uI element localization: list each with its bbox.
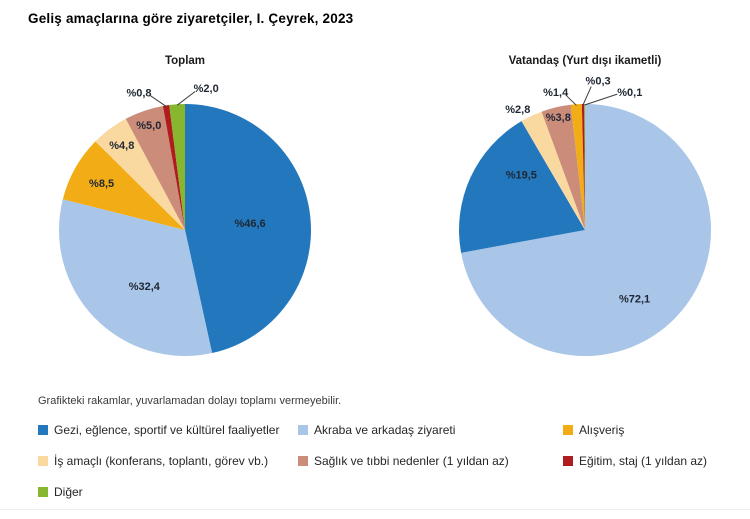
pie-slice-label-egitim: %0,3 — [585, 75, 611, 88]
legend-item-akraba — [298, 422, 563, 437]
legend-item-egitim — [563, 453, 750, 468]
legend-item-alisveris — [563, 422, 750, 437]
legend-label-alisveris: Alışveriş — [579, 422, 625, 437]
legend-label-diger: Diğer — [54, 484, 83, 499]
pie-slice-label-egitim: %0,8 — [126, 87, 152, 100]
page-title: Geliş amaçlarına göre ziyaretçiler, I. Çeyrek, 2023 — [28, 11, 354, 26]
pie-slice-label-is_amacli: %4,8 — [109, 140, 135, 153]
legend-label-is_amacli: İş amaçlı (konferans, toplantı, görev vb.) — [54, 453, 269, 468]
callout-line-egitim — [583, 87, 591, 105]
pie-slice-label-gezi: %19,5 — [505, 169, 537, 182]
pie-slice-label-saglik: %5,0 — [136, 120, 162, 133]
toplam-pie-svg — [20, 82, 350, 385]
legend-label-saglik: Sağlık ve tıbbi nedenler (1 yıldan az) — [314, 453, 509, 468]
legend-swatch-diger — [38, 487, 48, 497]
rounding-note: Grafikteki rakamlar, yuvarlamadan dolayı toplamı vermeyebilir. — [38, 395, 342, 407]
legend — [38, 422, 750, 499]
legend-item-diger — [38, 484, 298, 499]
pie-slice-label-alisveris: %8,5 — [89, 178, 115, 190]
pie-slice-label-gezi: %46,6 — [234, 217, 266, 230]
vatandas-pie-svg — [420, 75, 750, 385]
legend-swatch-egitim — [563, 456, 573, 466]
pie-slice-label-diger: %0,1 — [617, 87, 643, 100]
pie-slice-label-saglik: %3,8 — [545, 112, 571, 125]
pie-chart-toplam — [20, 55, 350, 385]
legend-item-saglik — [298, 453, 563, 468]
callout-line-diger — [177, 92, 195, 106]
legend-label-gezi: Gezi, eğlence, sportif ve kültürel faaliyetler — [54, 422, 280, 437]
chart-title-vatandas: Vatandaş (Yurt dışı ikametli) — [508, 55, 662, 67]
legend-item-is_amacli — [38, 453, 298, 468]
legend-swatch-saglik — [298, 456, 308, 466]
pie-slice-label-is_amacli: %2,8 — [505, 103, 531, 116]
legend-swatch-gezi — [38, 425, 48, 435]
chart-title-toplam: Toplam — [164, 55, 206, 67]
legend-swatch-alisveris — [563, 425, 573, 435]
pie-slice-label-akraba: %72,1 — [618, 293, 651, 306]
callout-line-egitim — [151, 96, 167, 107]
pie-slice-label-diger: %2,0 — [193, 82, 219, 95]
legend-swatch-akraba — [298, 425, 308, 435]
callout-line-diger — [585, 94, 618, 105]
legend-item-gezi — [38, 422, 298, 437]
legend-label-akraba: Akraba ve arkadaş ziyareti — [314, 422, 456, 437]
pie-chart-vatandas — [420, 55, 750, 385]
pie-slice-label-alisveris: %1,4 — [543, 87, 569, 99]
legend-label-egitim: Eğitim, staj (1 yıldan az) — [579, 453, 708, 468]
legend-swatch-is_amacli — [38, 456, 48, 466]
pie-slice-label-akraba: %32,4 — [128, 281, 160, 294]
bottom-divider — [0, 509, 750, 510]
